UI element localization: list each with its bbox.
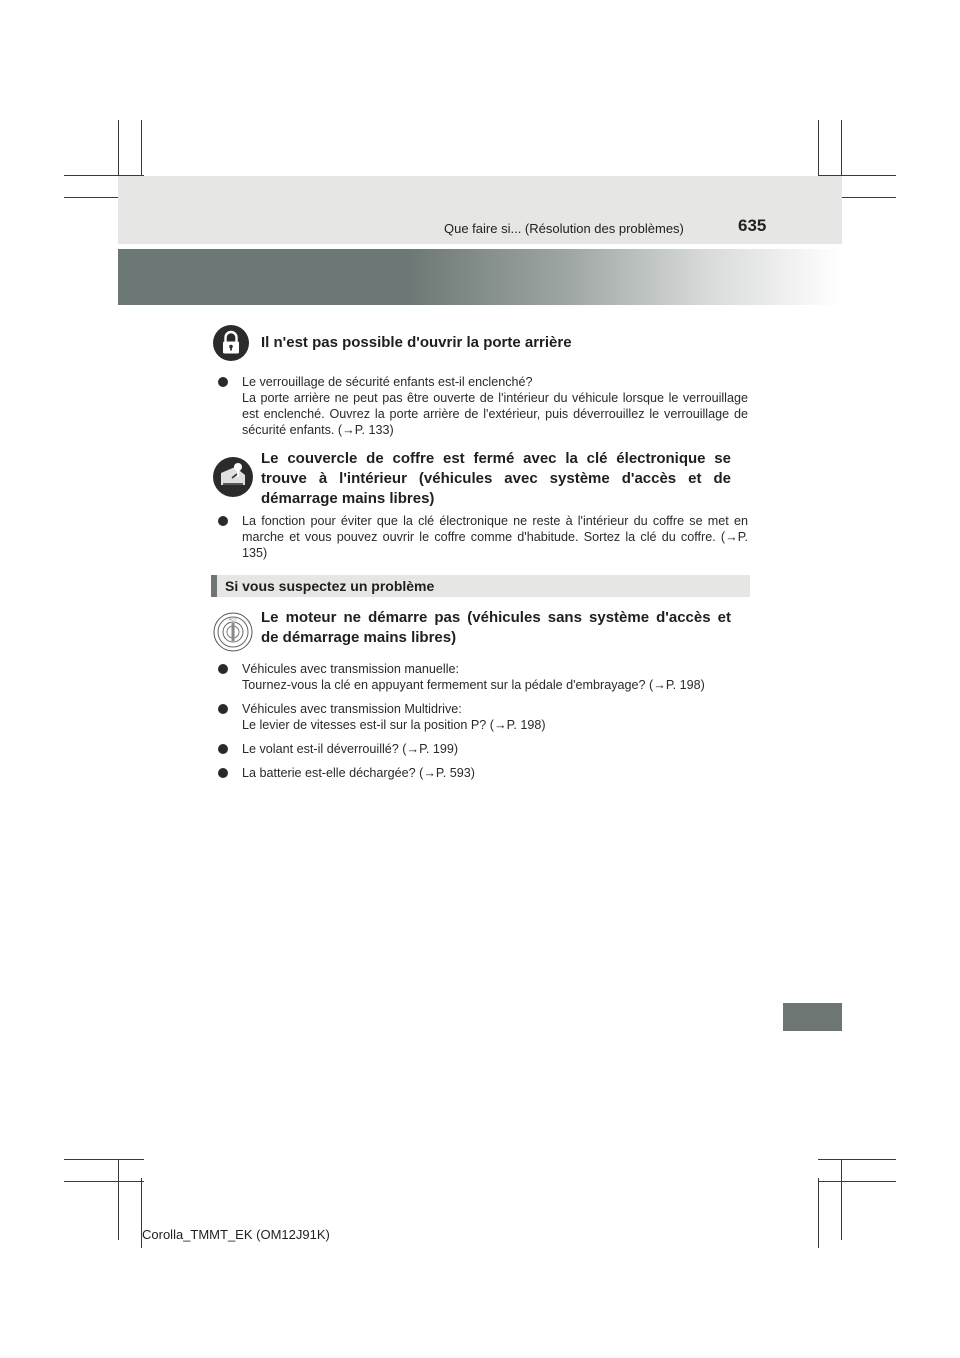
page-number: 635 <box>738 216 767 235</box>
bullet-line: Véhicules avec transmission Multidrive: <box>242 702 462 716</box>
list-item <box>218 765 748 781</box>
side-chapter-tab <box>783 1003 842 1031</box>
bullet-line: Tournez-vous la clé en appuyant fermement sur la pédale d'embrayage? (→P. 198) <box>242 678 705 692</box>
band-heading <box>211 575 750 597</box>
bullet-icon <box>218 744 228 754</box>
bullet-icon <box>218 664 228 674</box>
crop-mark <box>64 1181 144 1182</box>
section-heading <box>261 608 731 648</box>
bullet-answer: La porte arrière ne peut pas être ouverte de l'intérieur du véhicule lorsque le verrouillage est enclenché. Ouvrez la porte arrière de l'extérieur, puis déverrouillez le verrouillage de sécurité enfants. (→P. 133) <box>242 391 748 437</box>
bullet-text: La fonction pour éviter que la clé électronique ne reste à l'intérieur du coffre se met en marche et vous pouvez ouvrir le coffre comme d'habitude. Sortez la clé du coffre. (→P. 135) <box>242 514 748 560</box>
list-item <box>218 701 748 733</box>
heading-line: Le moteur ne démarre pas (véhicules sans système d'accès et <box>261 609 731 626</box>
ignition-switch-icon <box>213 612 253 652</box>
crop-mark <box>841 1160 842 1240</box>
bullet-line: Le volant est-il déverrouillé? (→P. 199) <box>242 742 459 756</box>
heading-line: trouve à l'intérieur (véhicules avec système d'accès et de <box>261 470 731 487</box>
crop-mark <box>818 1159 896 1160</box>
bullet-icon <box>218 377 228 387</box>
bullet-line: Le levier de vitesses est-il sur la position P? (→P. 198) <box>242 718 546 732</box>
bullet-icon <box>218 516 228 526</box>
list-item <box>218 374 748 438</box>
crop-mark <box>818 1181 896 1182</box>
crop-mark <box>818 1178 819 1248</box>
svg-text:ACC: ACC <box>228 616 238 622</box>
section-heading: Il n'est pas possible d'ouvrir la porte arrière <box>261 334 572 351</box>
bullet-line: La batterie est-elle déchargée? (→P. 593) <box>242 766 475 780</box>
header-gradient-bar <box>118 249 842 305</box>
chapter-title: Que faire si... (Résolution des problèmes) <box>444 221 684 236</box>
heading-line: Le couvercle de coffre est fermé avec la clé électronique se <box>261 450 731 467</box>
band-accent <box>211 575 217 597</box>
list-item <box>218 661 748 693</box>
footer-doc-code: Corolla_TMMT_EK (OM12J91K) <box>142 1227 330 1242</box>
bullet-question: Le verrouillage de sécurité enfants est-il enclenché? <box>242 375 533 389</box>
list-item <box>218 513 748 561</box>
section-heading <box>261 449 731 509</box>
crop-mark <box>64 1159 144 1160</box>
bullet-icon <box>218 704 228 714</box>
heading-line: de démarrage mains libres) <box>261 629 457 646</box>
list-item <box>218 741 748 757</box>
lock-icon <box>213 325 249 361</box>
bullet-line: Véhicules avec transmission manuelle: <box>242 662 459 676</box>
heading-line: démarrage mains libres) <box>261 490 435 507</box>
band-heading-label: Si vous suspectez un problème <box>225 578 435 594</box>
bullet-icon <box>218 768 228 778</box>
trunk-key-icon <box>213 457 253 497</box>
crop-mark <box>118 1160 119 1240</box>
